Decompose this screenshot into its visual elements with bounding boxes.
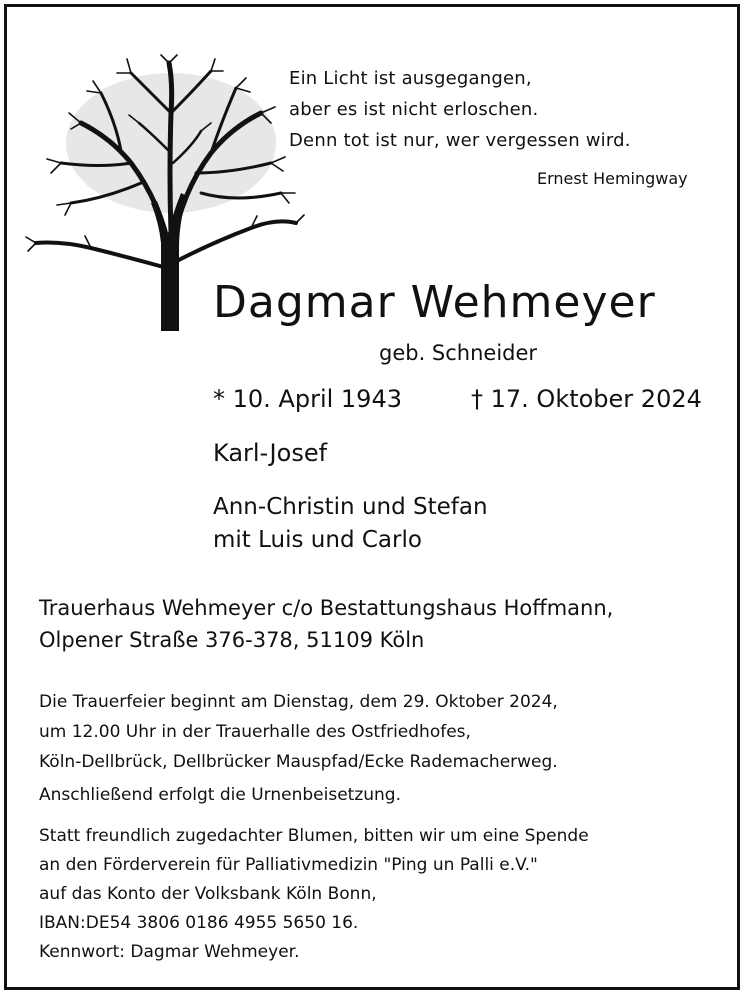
family-line: mit Luis und Carlo (213, 527, 422, 553)
ceremony-details (39, 687, 558, 777)
donation-keyword: Kennwort: Dagmar Wehmeyer. (39, 942, 300, 962)
donation-line: auf das Konto der Volksbank Köln Bonn, (39, 884, 377, 904)
burial-note: Anschließend erfolgt die Urnenbeisetzung. (39, 785, 401, 805)
maiden-name: geb. Schneider (379, 341, 538, 365)
address-line: Olpener Straße 376-378, 51109 Köln (39, 628, 425, 652)
quote-line: aber es ist nicht erloschen. (289, 99, 539, 120)
quote-text (289, 63, 631, 156)
donation-line: an den Förderverein für Palliativmedizin "Ping un Palli e.V." (39, 855, 538, 875)
donation-iban: IBAN:DE54 3806 0186 4955 5650 16. (39, 913, 359, 933)
deceased-name: Dagmar Wehmeyer (213, 277, 656, 328)
obituary-frame (4, 4, 740, 990)
ceremony-line: um 12.00 Uhr in der Trauerhalle des Ostfriedhofes, (39, 722, 471, 742)
quote-author: Ernest Hemingway (537, 169, 688, 188)
address-line: Trauerhaus Wehmeyer c/o Bestattungshaus Hoffmann, (39, 596, 614, 620)
ceremony-line: Köln-Dellbrück, Dellbrücker Mauspfad/Ecke Rademacherweg. (39, 752, 558, 772)
donation-request (39, 822, 589, 967)
donation-line: Statt freundlich zugedachter Blumen, bitten wir um eine Spende (39, 826, 589, 846)
quote-line: Denn tot ist nur, wer vergessen wird. (289, 130, 631, 151)
death-date: † 17. Oktober 2024 (471, 385, 702, 413)
family-line: Ann-Christin und Stefan (213, 494, 488, 520)
spouse-name: Karl-Josef (213, 439, 328, 467)
family-names (213, 491, 488, 557)
birth-date: * 10. April 1943 (213, 385, 402, 413)
quote-line: Ein Licht ist ausgegangen, (289, 68, 532, 89)
mourning-address (39, 592, 613, 656)
ceremony-line: Die Trauerfeier beginnt am Dienstag, dem 29. Oktober 2024, (39, 692, 558, 712)
